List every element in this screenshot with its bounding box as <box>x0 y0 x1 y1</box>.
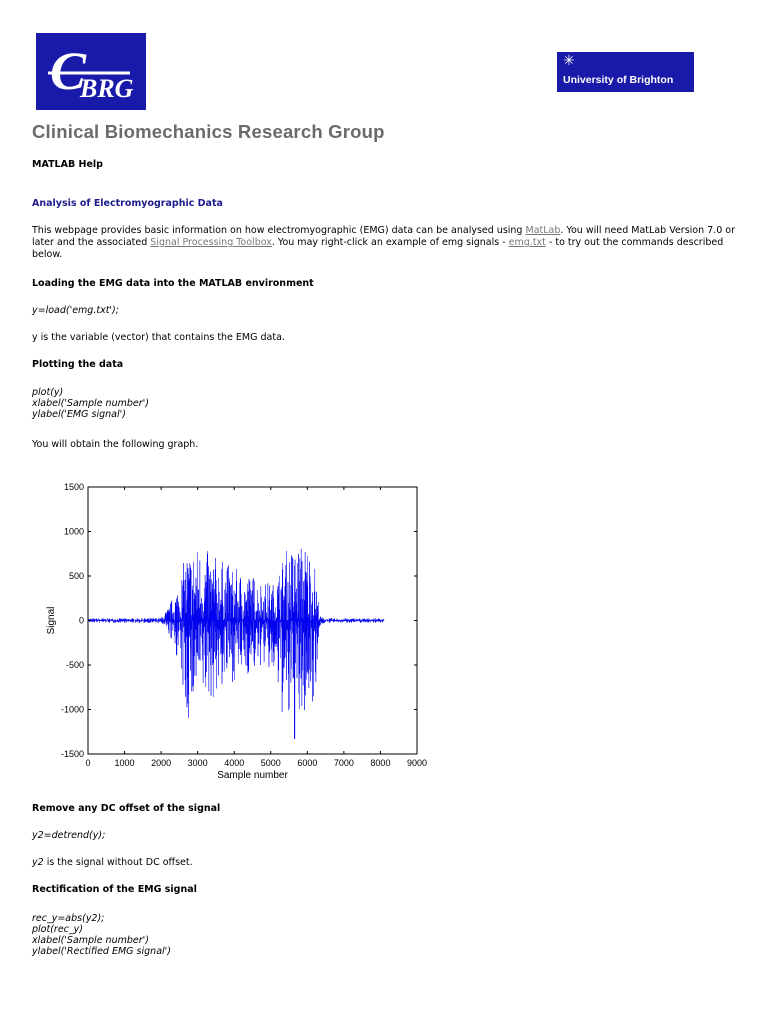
site-title: Clinical Biomechanics Research Group <box>32 121 385 142</box>
y-tick-label: 0 <box>78 615 84 626</box>
signal-processing-toolbox-link[interactable]: Signal Processing Toolbox <box>150 237 272 248</box>
emg-chart <box>40 478 440 791</box>
x-tick-label: 6000 <box>297 758 318 768</box>
intro-paragraph <box>32 225 748 261</box>
dc-description <box>32 857 748 869</box>
detrend-code: y2=detrend(y); <box>32 830 106 841</box>
cbrg-logo-initial: C <box>50 41 87 101</box>
chart-x-axis-label: Sample number <box>217 770 288 781</box>
plotting-heading: Plotting the data <box>32 359 124 370</box>
x-tick-label: 9000 <box>406 758 428 768</box>
analysis-heading: Analysis of Electromyographic Data <box>32 198 223 209</box>
y-tick-label: 1500 <box>63 482 84 492</box>
y-tick-label: -1500 <box>60 749 84 759</box>
intro-text-1: This webpage provides basic information on how electromyographic (EMG) data can be analysed using <box>32 225 526 236</box>
intro-text-4: - to try out the commands described below. <box>32 237 724 260</box>
university-of-brighton-logo <box>557 52 694 92</box>
plot-code-block <box>32 387 748 420</box>
rectification-heading: Rectification of the EMG signal <box>32 884 197 895</box>
loading-heading: Loading the EMG data into the MATLAB environment <box>32 278 314 289</box>
rect-code-line: ylabel('Rectified EMG signal') <box>32 946 171 957</box>
brighton-star-icon: ✳ <box>563 53 575 69</box>
y-tick-label: 1000 <box>63 526 84 537</box>
y-tick-label: 500 <box>68 571 84 581</box>
x-tick-label: 7000 <box>333 758 354 768</box>
obtain-graph-text: You will obtain the following graph. <box>32 439 199 450</box>
rect-code-line: xlabel('Sample number') <box>32 935 149 946</box>
rect-code-line: rec_y=abs(y2); <box>32 913 105 924</box>
emg-txt-link[interactable]: emg.txt <box>508 237 546 248</box>
cbrg-logo-mark <box>36 33 146 110</box>
brighton-logo-text: University of Brighton <box>563 74 674 86</box>
matlab-link[interactable]: MatLab <box>525 225 561 236</box>
plot-code-line: ylabel('EMG signal') <box>32 409 126 420</box>
rectification-code-block <box>32 913 748 957</box>
x-tick-label: 2000 <box>151 758 172 768</box>
x-tick-label: 5000 <box>260 758 281 768</box>
x-tick-label: 0 <box>85 758 91 768</box>
load-code: y=load('emg.txt'); <box>32 305 119 316</box>
matlab-help-heading: MATLAB Help <box>32 159 103 170</box>
x-tick-label: 4000 <box>224 758 245 768</box>
emg-chart-svg <box>40 478 440 788</box>
plot-code-line: plot(y) <box>32 387 64 398</box>
dc-description-text: is the signal without DC offset. <box>43 857 193 868</box>
plot-code-line: xlabel('Sample number') <box>32 398 149 409</box>
load-description: y is the variable (vector) that contains the EMG data. <box>32 332 285 343</box>
dc-offset-heading: Remove any DC offset of the signal <box>32 803 221 814</box>
x-tick-label: 8000 <box>370 758 391 768</box>
y-tick-label: -500 <box>65 660 84 670</box>
x-tick-label: 1000 <box>114 758 135 768</box>
dc-description-var: y2 <box>32 857 44 868</box>
intro-text-2: . You will need MatLab Version 7.0 or later and the associated <box>32 225 735 248</box>
x-tick-label: 3000 <box>187 758 208 768</box>
cbrg-logo <box>36 33 146 110</box>
chart-y-axis-label: Signal <box>46 606 57 635</box>
intro-text-3: . You may right-click an example of emg signals - <box>271 237 509 248</box>
cbrg-logo-text: BRG <box>80 74 134 103</box>
rect-code-line: plot(rec_y) <box>32 924 83 935</box>
y-tick-label: -1000 <box>60 704 84 715</box>
